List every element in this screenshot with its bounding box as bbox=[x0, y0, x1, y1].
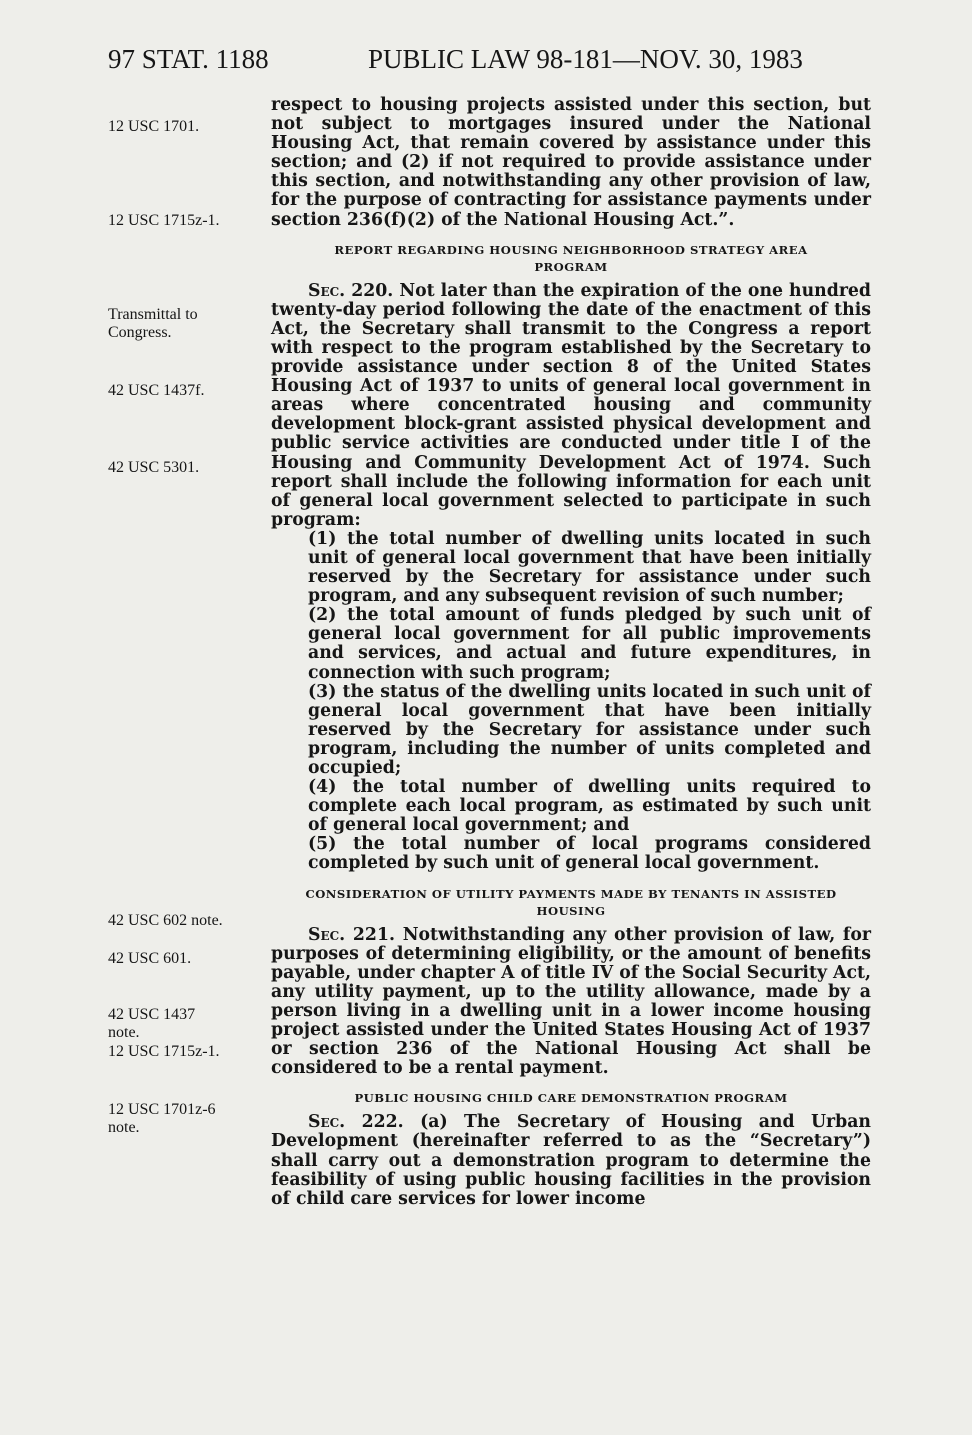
list-item: (1) the total number of dwelling units located in such unit of general local government that have been initially reserved by the Secretary for assistance under such program, and any subsequent revision of such number; bbox=[308, 528, 871, 607]
list-item: (4) the total number of dwelling units required to complete each local program, as estimated by such unit of general local government; and bbox=[308, 777, 871, 836]
section-221-body: 221. Notwithstanding any other provision of law, for purposes of determining eligibility, or the amount of benefits payable, under chapter A of title IV of the Social Security Act, any utility payment, up to the utility allowance, made by a person living in a dwelling unit in a lower income housing project assisted under the United States Housing Act of 1937 or section 236 of the National Housing Act shall be considered to be a rental payment. bbox=[271, 924, 871, 1079]
margin-citation: 42 USC 1437f. bbox=[108, 382, 205, 399]
margin-citation: 12 USC 1701z-6 note. bbox=[108, 1101, 216, 1136]
margin-citation: 12 USC 1715z-1. bbox=[108, 1043, 220, 1060]
margin-citation: 42 USC 5301. bbox=[108, 459, 200, 476]
list-item: (5) the total number of local programs considered completed by such unit of general local government. bbox=[308, 834, 871, 874]
margin-citation: 12 USC 1715z-1. bbox=[108, 212, 220, 229]
margin-citation: 42 USC 601. bbox=[108, 950, 192, 967]
list-item: (2) the total amount of funds pledged by such unit of general local government for all public improvements and services, and actual and future expenditures, in connection with such program; bbox=[308, 605, 871, 683]
page-stat-number: 97 STAT. 1188 bbox=[108, 44, 269, 74]
section-221-text bbox=[271, 926, 871, 1079]
margin-citation: 42 USC 602 note. bbox=[108, 912, 223, 929]
margin-note-transmittal: Transmittal to Congress. bbox=[108, 306, 198, 341]
section-220-body: 220. Not later than the expiration of the one hundred twenty-day period following the date of the enactment of this Act, the Secretary shall transmit to the Congress a report with respect to the program established by the Secretary to provide assistance under section 8 of the United States Housing Act of 1937 to units of general local government in areas where concentrated housing and community development block-grant assisted physical development and public service activities are conducted under title I of the Housing and Community Development Act of 1974. Such report shall include the following information for each unit of general local government selected to participate in such program: bbox=[271, 280, 871, 530]
margin-citation: 12 USC 1701. bbox=[108, 118, 200, 135]
section-label: Sec. bbox=[308, 1112, 346, 1133]
page-law-title: PUBLIC LAW 98-181—NOV. 30, 1983 bbox=[368, 44, 803, 74]
section-heading-220: REPORT REGARDING HOUSING NEIGHBORHOOD STRATEGY AREA PROGRAM bbox=[334, 242, 808, 274]
section-label: Sec. bbox=[308, 280, 346, 301]
section-label: Sec. bbox=[308, 924, 346, 945]
section-220-text bbox=[271, 282, 871, 530]
list-item: (3) the status of the dwelling units located in such unit of general local government that have been initially reserved by the Secretary for assistance under such program, including the number of units completed and occupied; bbox=[308, 681, 871, 778]
section-222-text bbox=[271, 1113, 871, 1208]
section-heading-222: PUBLIC HOUSING CHILD CARE DEMONSTRATION PROGRAM bbox=[354, 1091, 788, 1106]
statute-body bbox=[271, 96, 871, 1209]
paragraph-continuation: respect to housing projects assisted under this section, but not subject to mortgages insured under the National Housing Act, that remain covered by assistance under this section; and (2) if not required to provide assistance under this section, and notwithstanding any other provision of law, for the purpose of contracting for assistance payments under section 236(f)(2) of the National Housing Act.”. bbox=[271, 95, 871, 230]
section-222-body: 222. (a) The Secretary of Housing and Urban Development (hereinafter referred to as the “Secretary”) shall carry out a demonstration program to determine the feasibility of using public housing facilities in the provision of child care services for lower income bbox=[271, 1112, 871, 1209]
section-heading-221: CONSIDERATION OF UTILITY PAYMENTS MADE BY TENANTS IN ASSISTED HOUSING bbox=[305, 886, 837, 918]
margin-citation: 42 USC 1437 note. bbox=[108, 1006, 196, 1041]
